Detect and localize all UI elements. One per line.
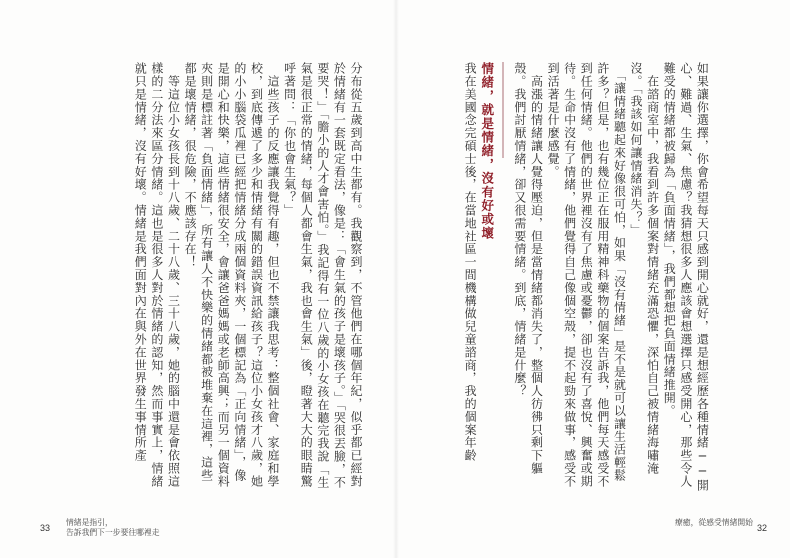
right-page-body — [427, 62, 727, 494]
right-page-body-after: 我在美國念完碩士後，在當地社區一間機構做兒童諮商，我的個案年齡 — [463, 62, 478, 462]
left-running-head — [66, 518, 160, 538]
left-page-body: 分布從五歲到高中生都有。我觀察到，不管他們在哪個年紀，似乎都已經對於情緒有一套既定看法，像是：「會生氣的孩子是壞孩子。」「哭很丟臉，不要哭！」「膽小的人才會害怕。」我記得有一位八歲的小女孩在聽完我說「生氣是很正常的情緒，每個人都會生氣，我也會生氣」後，瞪著大大的眼睛驚呼著問：「你也會生氣？」 這些孩子的反應讓我覺得有趣，但也不禁讓我思考：整個社會、家庭和學校，到底傳遞了多少和情緒有關的錯誤資訊給孩子？這位小女孩才八歲，她的小小腦袋瓜裡已經把情緒分成兩個資料夾，一個標記為「正向情緒」，像是開心和快樂，這些情緒很安全，會讓爸爸媽媽或老師高興；而另一個資料夾則是標註著「負面情緒」，所有讓人不快樂的情緒都被堆棄在這裡，這些都是壞情緒，很危險，不應該存在！ 等這位小女孩長到十八歲、二十八歲、三十八歲，她的腦中還是會依照這樣的二分法來區分情緒。這也是很多人對於情緒的認知，然而事實上，情緒就只是情緒，沒有好壞。情緒是我們面對內在與外在世界發生事情所產 — [133, 62, 363, 489]
right-page-body-before: 如果讓你選擇，你會希望每天只感到開心就好，還是想經歷各種情緒──開心、難過、生氣、焦慮？我猜想很多人應該會想選擇只感受開心，那些令人難受的情緒都被歸為「負面情緒」，我們都想把負面情緒推開。 在諮商室中，我看到許多個案對情緒充滿恐懼，深怕自己被情緒海嘯淹沒。「我該如何讓情緒消失？」 「讓情緒聽起來好像很可怕，如果「沒有情緒」是不是就可以讓生活輕鬆許多？但是，也有幾位正在服用精神科藥物的個案告訴我，他們每天感受不到任何情緒。他們的世界裡沒有了焦慮或憂鬱，卻也沒有了喜悅、興奮或期待。生命中沒有了情緒，他們覺得自己像個空殼，提不起勁來做事，感受不到活著是什麼感覺。 高漲的情緒讓人覺得壓迫，但是當情緒都消失了，整個人彷彿只剩下軀殼。我們討厭情緒，卻又很需要情緒。到底，情緒是什麼？ — [512, 62, 710, 492]
left-page-number: 33 — [40, 523, 51, 533]
section-heading: 情緒，就是情緒，沒有好或壞 — [479, 62, 495, 241]
left-running-head-line-1: 情緒是指引， — [66, 518, 113, 527]
right-page — [395, 0, 790, 558]
right-running-head: 療癒，從感受情緒開始 — [675, 518, 753, 527]
right-page-number: 32 — [757, 523, 768, 533]
left-running-head-line-2: 告訴我們下一步要往哪裡走 — [66, 528, 160, 537]
heading-divider — [502, 62, 504, 158]
